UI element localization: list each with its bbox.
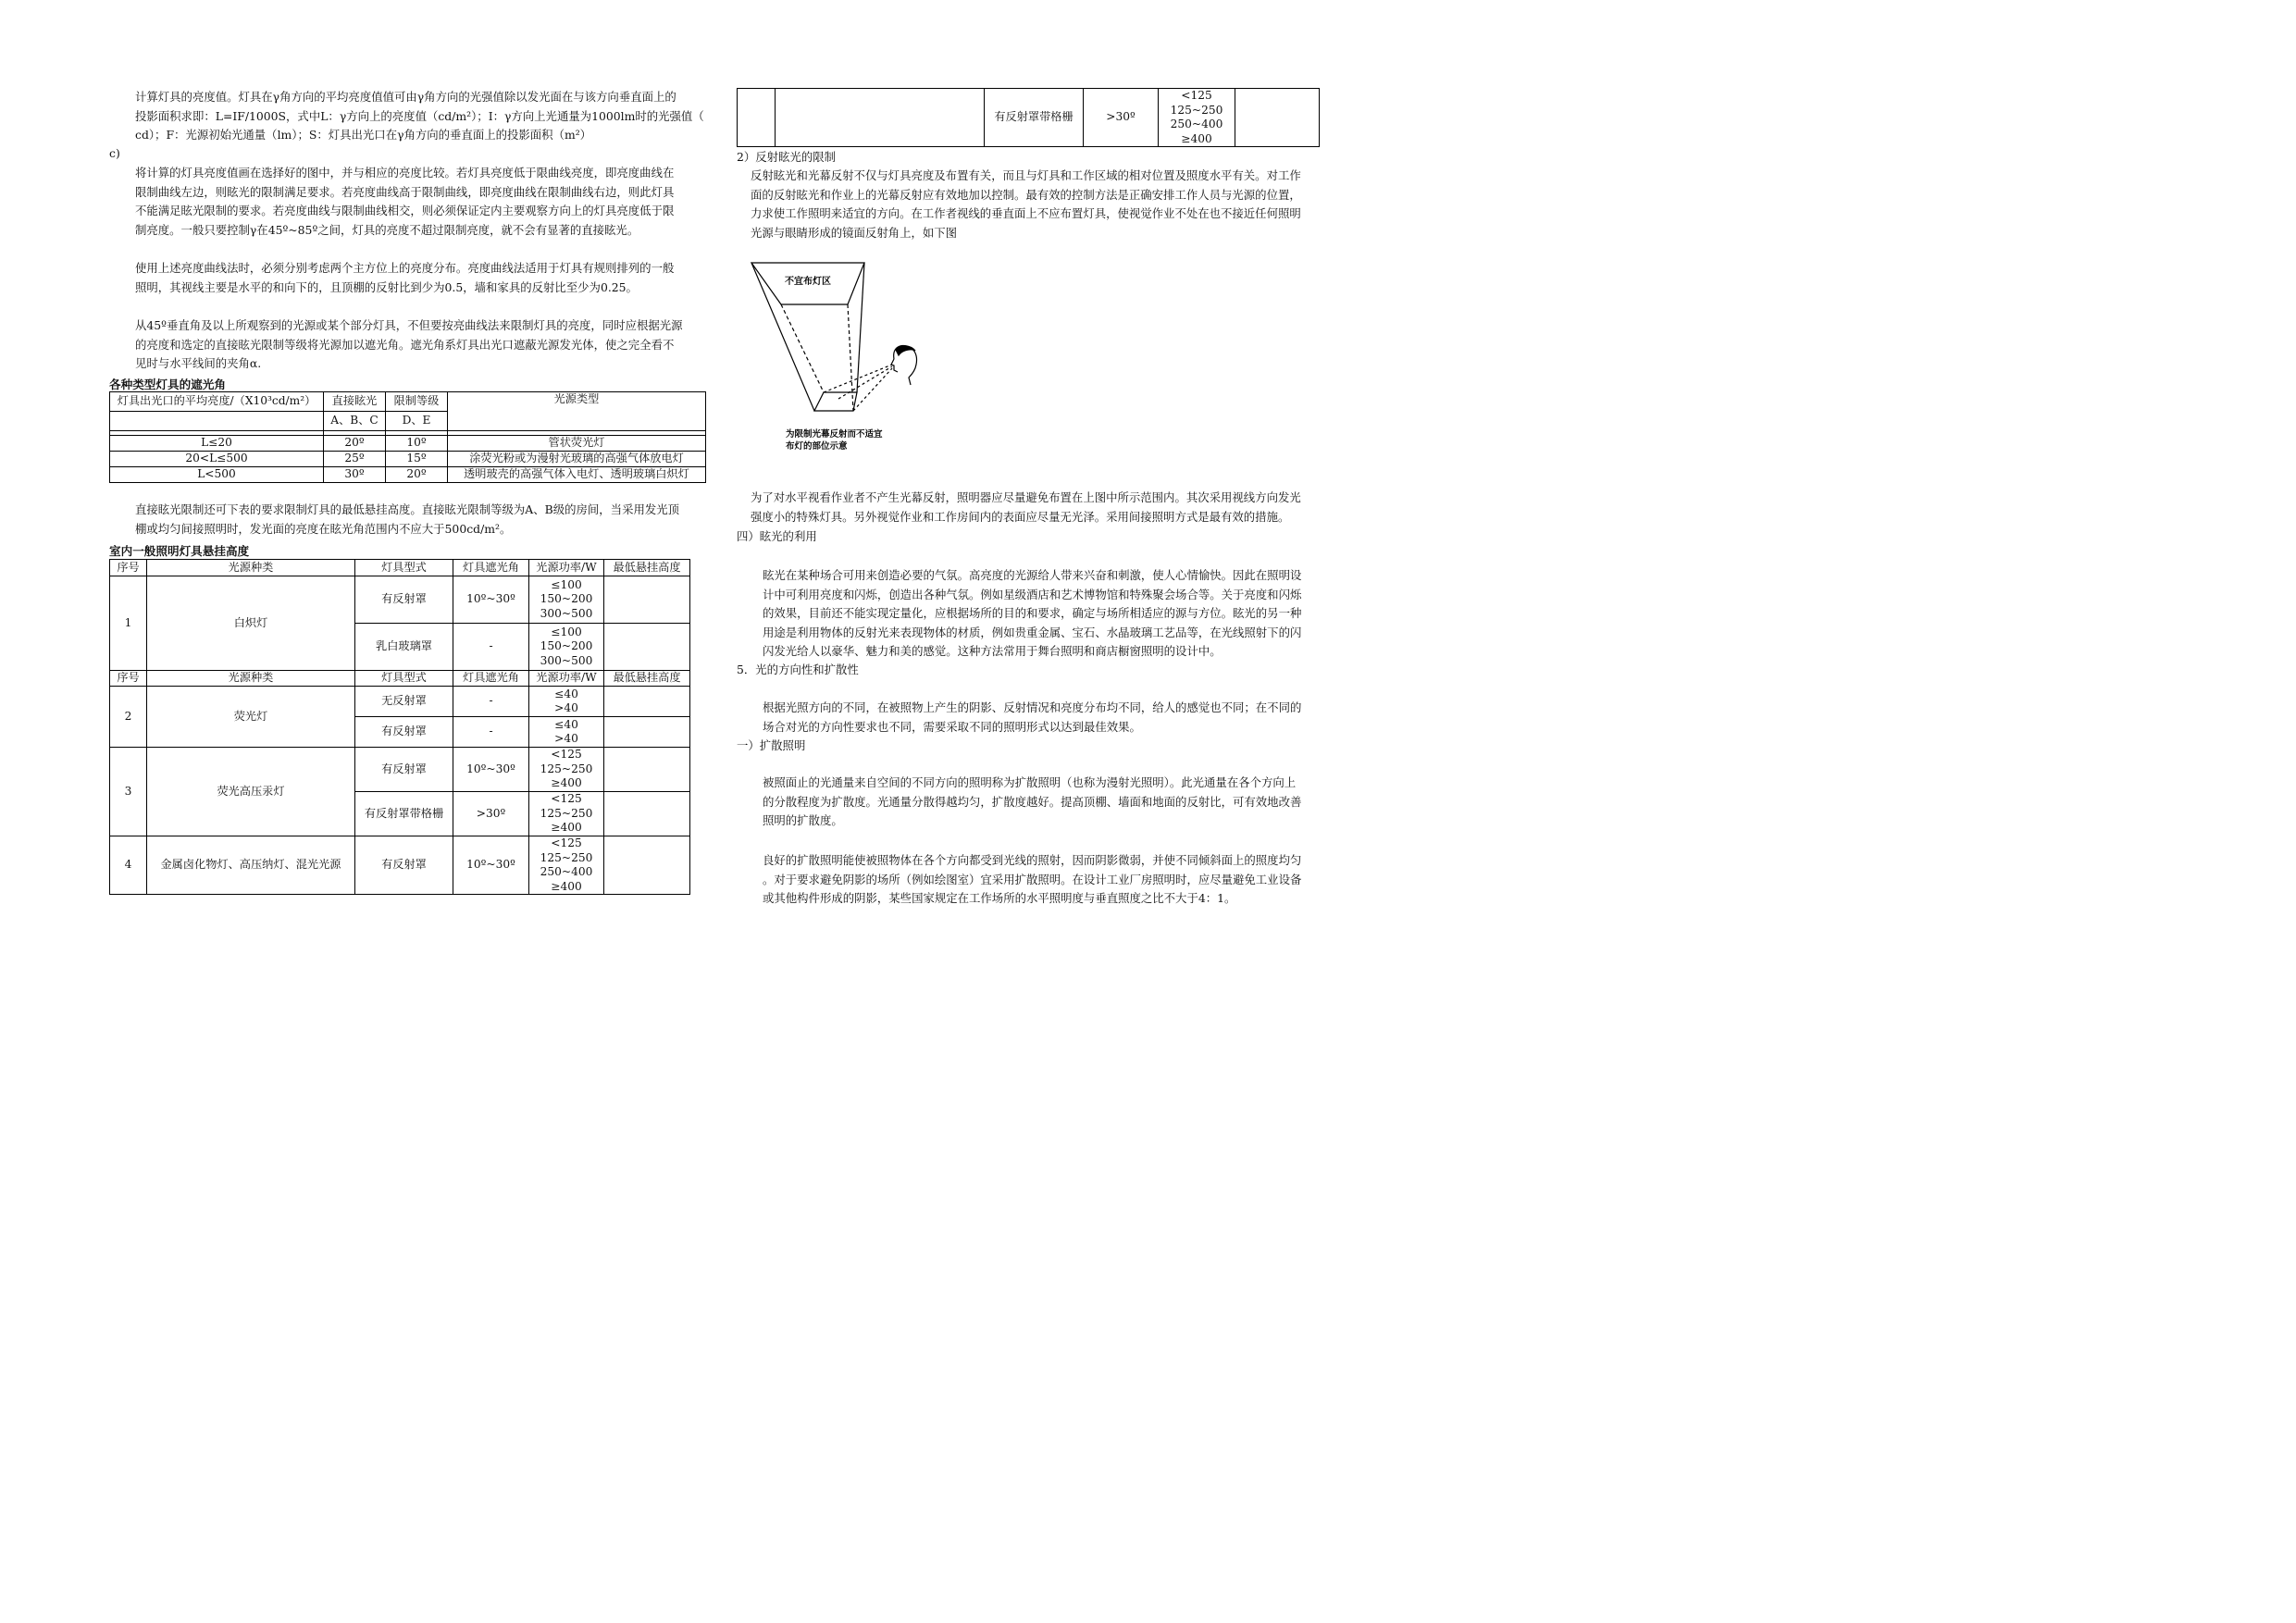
section-reflected-glare: 2）反射眩光的限制 bbox=[737, 150, 837, 164]
work-surface bbox=[814, 392, 857, 411]
table-row: 乳白玻璃罩 - ≤100 150~200 300~500 bbox=[110, 624, 690, 671]
height-paragraph: 直接眩光限制还可下表的要求限制灯具的最低悬挂高度。直接眩光限制等级为A、B级的房间，当采用发光顶 棚或均匀间接照明时，发光面的亮度在眩光角范围内不应大于500cd/m²。 bbox=[135, 502, 680, 536]
mounting-height-table-continued bbox=[737, 88, 1320, 147]
section-direction: 5．光的方向性和扩散性 bbox=[737, 663, 859, 676]
shielding-angle-table bbox=[109, 391, 706, 483]
figure-caption-line2: 布灯的部位示意 bbox=[786, 441, 848, 452]
table-header: 直接眩光 bbox=[324, 392, 386, 412]
diffuse-paragraph-2: 良好的扩散照明能使被照物体在各个方向都受到光线的照射，因而阴影微弱，并使不同倾斜面上的照度均匀 。对于要求避免阴影的场所（例如绘图室）宜采用扩散照明。在设计工业厂房照明时，应尽量避免工业设备 或其他构件形成的阴影，某些国家规定在工作场所的水平照明度与垂直照度之比不大于4：1。 bbox=[763, 853, 1302, 905]
table-row: 4 金属卤化物灯、高压纳灯、混光光源 有反射罩 10º~30º <125 125~250 250~400 ≥400 bbox=[110, 836, 690, 895]
table-row: 20<L≤500 25º 15º 涂荧光粉或为漫射光玻璃的高强气体放电灯 bbox=[110, 452, 706, 467]
table-header-row: 序号 光源种类 灯具型式 灯具遮光角 光源功率/W 最低悬挂高度 bbox=[110, 560, 690, 576]
table-header-row: 序号 光源种类 灯具型式 灯具遮光角 光源功率/W 最低悬挂高度 bbox=[110, 671, 690, 687]
angle45-paragraph: 从45º垂直角及以上所观察到的光源或某个部分灯具，不但要按亮曲线法来限制灯具的亮度，同时应根据光源 的亮度和选定的直接眩光限制等级将光源加以遮光角。遮光角系灯具出光口遮蔽光源发光体，使之完全看不 见时与水平线间的夹角α. bbox=[135, 318, 683, 370]
usage-paragraph: 使用上述亮度曲线法时，必须分别考虑两个主方位上的亮度分布。亮度曲线法适用于灯具有规则排列的一般 照明，其视线主要是水平的和向下的，且顶棚的反射比到少为0.5，墙和家具的反射比至少为0.25。 bbox=[135, 261, 675, 294]
veiling-reflection-figure bbox=[746, 255, 931, 454]
table-row: 有反射罩 - ≤40 >40 bbox=[110, 717, 690, 748]
glare-use-paragraph: 眩光在某种场合可用来创造必要的气氛。高亮度的光源给人带来兴奋和刺激，使人心情愉快。因此在照明设 计中可利用亮度和闪烁，创造出各种气氛。例如星级酒店和艺术博物馆和特殊聚会场合等。关于亮度和闪烁 的效果，目前还不能实现定量化，应根据场所的目的和要求，确定与场所相适应的源与方位。眩光的另一种 用途是利用物体的反射光来表现物体的材质，例如贵重金属、宝石、水晶玻璃工艺品等，在光线照射下的闪 闪发光给人以豪华、魅力和美的感觉。这种方法常用于舞台照明和商店橱窗照明的设计中。 bbox=[763, 568, 1302, 658]
table-row: 有反射罩带格栅 >30º <125 125~250 ≥400 bbox=[110, 792, 690, 836]
list-marker-c: c) bbox=[109, 146, 120, 160]
table-header: 光源类型 bbox=[448, 392, 706, 431]
table-row: 3 荧光高压汞灯 有反射罩 10º~30º <125 125~250 ≥400 bbox=[110, 748, 690, 792]
zone-label: 不宜布灯区 bbox=[785, 277, 831, 287]
section-glare-use: 四）眩光的利用 bbox=[737, 529, 817, 543]
avoid-paragraph: 为了对水平视看作业者不产生光幕反射，照明器应尽量避免布置在上图中所示范围内。其次采用视线方向发光 强度小的特殊灯具。另外视觉作业和工作房间内的表面应尽量无光泽。采用间接照明方式是最有效的措施。 bbox=[751, 490, 1301, 524]
viewer-head-icon bbox=[891, 346, 917, 385]
table-subheader: D、E bbox=[386, 412, 448, 431]
table-header: 限制等级 bbox=[386, 392, 448, 412]
diffuse-paragraph-1: 被照面止的光通量来自空间的不同方向的照明称为扩散照明（也称为漫射光照明）。此光通量在各个方向上 的分散程度为扩散度。光通量分散得越均匀，扩散度越好。提高顶棚、墙面和地面的反射比，可有效地改善 照明的扩散度。 bbox=[763, 775, 1302, 827]
compare-paragraph: 将计算的灯具亮度值画在选择好的图中，并与相应的亮度比较。若灯具亮度低于限曲线亮度，即亮度曲线在 限制曲线左边，则眩光的限制满足要求。若亮度曲线高于限制曲线，即亮度曲线在限制曲线右边，则此灯具 不能满足眩光限制的要求。若亮度曲线与限制曲线相交，则必须保证定内主要观察方向上的灯具亮度低于限 制亮度。一般只要控制γ在45º~85º之间，灯具的亮度不超过限制亮度，就不会有显著的直接眩光。 bbox=[135, 166, 675, 237]
table-subheader: A、B、C bbox=[324, 412, 386, 431]
reflect-paragraph: 反射眩光和光幕反射不仅与灯具亮度及布置有关，而且与灯具和工作区域的相对位置及照度水平有关。对工作 面的反射眩光和作业上的光幕反射应有效地加以控制。最有效的控制方法是正确安排工作人员与光源的位置， 力求使工作照明来适宜的方向。在工作者视线的垂直面上不应布置灯具，使视觉作业不处在也不接近任何照明 光源与眼睛形成的镜面反射角上，如下图 bbox=[751, 168, 1301, 240]
table-row: L<500 30º 20º 透明玻壳的高强气体入电灯、透明玻璃白炽灯 bbox=[110, 467, 706, 483]
table2-title: 室内一般照明灯具悬挂高度 bbox=[109, 544, 250, 558]
table-row: 1 白炽灯 有反射罩 10º~30º ≤100 150~200 300~500 bbox=[110, 576, 690, 624]
figure-caption-line1: 为限制光幕反射而不适宜 bbox=[786, 429, 883, 440]
section-diffuse: 一）扩散照明 bbox=[737, 738, 806, 752]
table-row: 2 荧光灯 无反射罩 - ≤40 >40 bbox=[110, 687, 690, 717]
table-row: L≤20 20º 10º 管状荧光灯 bbox=[110, 436, 706, 452]
table-header: 灯具出光口的平均亮度/（X10³cd/m²） bbox=[110, 392, 324, 412]
direction-paragraph: 根据光照方向的不同，在被照物上产生的阴影、反射情况和亮度分布均不同，给人的感觉也不同；在不同的 场合对光的方向性要求也不同，需要采取不同的照明形式以达到最佳效果。 bbox=[763, 700, 1302, 734]
table1-title: 各种类型灯具的遮光角 bbox=[109, 378, 226, 391]
table-row: 有反射罩带格栅 >30º <125 125~250 250~400 ≥400 bbox=[738, 89, 1320, 147]
intro-paragraph: 计算灯具的亮度值。灯具在γ角方向的平均亮度值值可由γ角方向的光强值除以发光面在与该方向垂直面上的 投影面积求即：L=IF/1000S，式中L：γ方向上的亮度值（cd/m²）；I：γ方向上光通量为1000lm时的光强值（ cd）；F：光源初始光通量（lm）；S：灯具出光口在γ角方向的垂直面上的投影面积（m²） bbox=[135, 90, 704, 142]
mounting-height-table bbox=[109, 559, 690, 895]
